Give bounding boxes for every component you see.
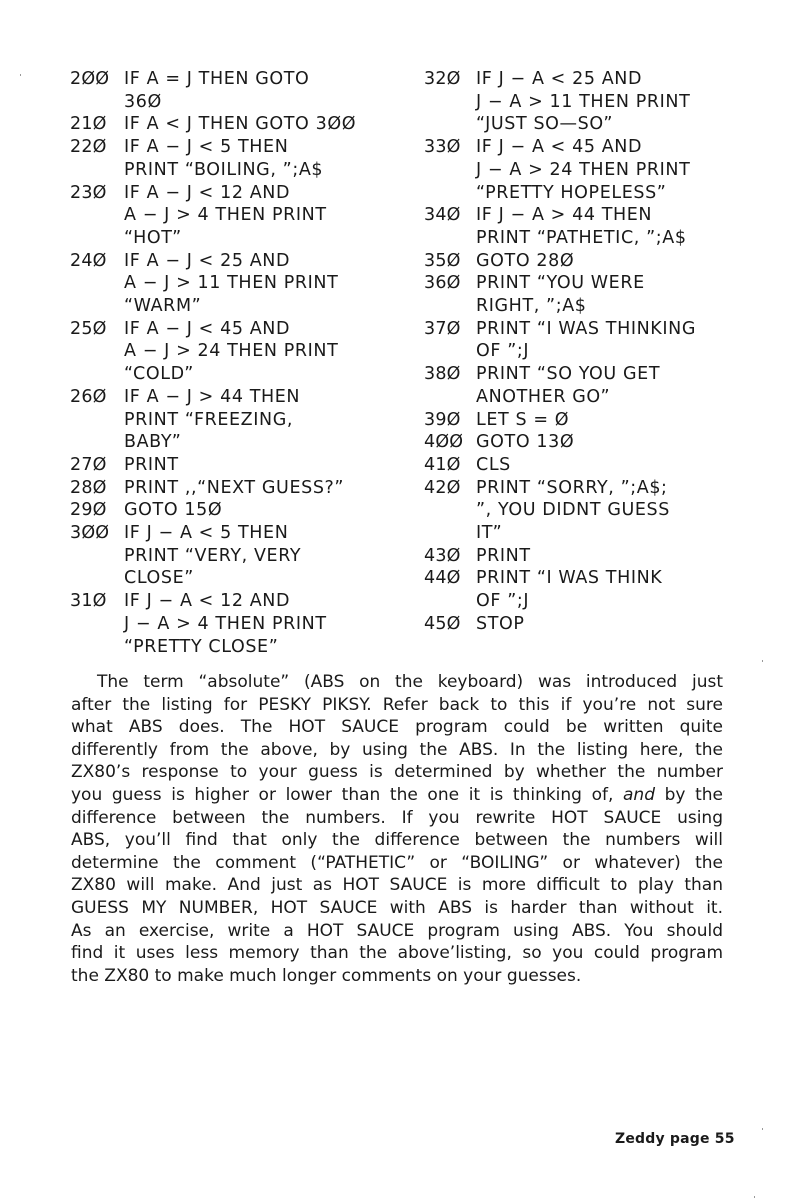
code-line: PRINT “I WAS THINKING <box>476 318 696 339</box>
code-line: 36Ø <box>124 91 162 112</box>
paragraph-line: difference between the numbers. If you rewrite HOT SAUCE using <box>71 807 723 828</box>
listing-statement <box>424 250 764 273</box>
statement-code <box>124 113 410 136</box>
code-line: BABY” <box>124 432 182 453</box>
statement-code <box>476 136 764 204</box>
statement-code <box>476 477 764 545</box>
code-line: LET S = Ø <box>476 409 570 430</box>
code-line: STOP <box>476 613 525 634</box>
paragraph-line: As an exercise, write a HOT SAUCE program using ABS. You should <box>71 920 723 941</box>
line-number: 45Ø <box>424 613 461 634</box>
listing-statement <box>424 454 764 477</box>
statement-code <box>476 454 764 477</box>
code-line: J − A > 4 THEN PRINT <box>124 613 327 634</box>
code-line: PRINT “SO YOU GET <box>476 364 661 385</box>
code-line: J − A > 11 THEN PRINT <box>476 91 691 112</box>
code-line: GOTO 13Ø <box>476 432 575 453</box>
statement-code <box>124 590 410 658</box>
code-line: PRINT “FREEZING, <box>124 409 294 430</box>
line-number: 4ØØ <box>424 432 464 453</box>
scan-speck <box>754 1196 755 1198</box>
emphasis: and <box>623 784 655 805</box>
listing-statement <box>424 363 764 408</box>
code-line: PRINT “PATHETIC, ”;A$ <box>476 227 687 248</box>
listing-statement <box>70 499 410 522</box>
listing-statement <box>70 386 410 454</box>
line-number: 23Ø <box>70 182 107 203</box>
code-line: “WARM” <box>124 296 202 317</box>
listing-statement <box>70 318 410 386</box>
code-line: GOTO 28Ø <box>476 250 575 271</box>
code-line: A − J > 24 THEN PRINT <box>124 341 339 362</box>
line-number: 29Ø <box>70 500 107 521</box>
statement-code <box>124 318 410 386</box>
listing-statement <box>424 477 764 545</box>
listing-statement <box>70 250 410 318</box>
code-line: RIGHT, ”;A$ <box>476 296 587 317</box>
listing-statement <box>70 68 410 113</box>
line-number: 25Ø <box>70 318 107 339</box>
code-line: CLS <box>476 454 511 475</box>
statement-code <box>124 182 410 250</box>
code-line: IF A − J < 45 AND <box>124 318 291 339</box>
statement-code <box>124 68 410 113</box>
line-number: 21Ø <box>70 114 107 135</box>
statement-code <box>476 613 764 636</box>
code-line: IF A − J < 25 AND <box>124 250 291 271</box>
code-line: IF A − J < 12 AND <box>124 182 291 203</box>
listing-statement <box>424 567 764 612</box>
code-line: IF A < J THEN GOTO 3ØØ <box>124 114 357 135</box>
listing-statement <box>424 409 764 432</box>
line-number: 33Ø <box>424 137 461 158</box>
line-number: 26Ø <box>70 386 107 407</box>
listing-statement <box>70 454 410 477</box>
statement-code <box>476 68 764 136</box>
statement-code <box>476 431 764 454</box>
line-number: 34Ø <box>424 205 461 226</box>
code-line: PRINT <box>124 454 179 475</box>
paragraph-line: the ZX80 to make much longer comments on your guesses. <box>71 965 582 986</box>
paragraph-line: ZX80 will make. And just as HOT SAUCE is more difficult to play than <box>71 875 723 896</box>
code-line: IF J − A < 45 AND <box>476 137 643 158</box>
listing-statement <box>424 431 764 454</box>
code-line: ”, YOU DIDNT GUESS <box>476 500 670 521</box>
listing-statement <box>424 613 764 636</box>
line-number: 2ØØ <box>70 69 110 89</box>
listing-statement <box>70 590 410 658</box>
statement-code <box>124 477 410 500</box>
statement-code <box>124 250 410 318</box>
line-number: 32Ø <box>424 69 461 89</box>
code-line: PRINT “YOU WERE <box>476 273 645 294</box>
code-line: PRINT “BOILING, ”;A$ <box>124 159 324 180</box>
code-line: “JUST SO—SO” <box>476 114 614 135</box>
code-line: GOTO 15Ø <box>124 500 223 521</box>
listing-statement <box>424 545 764 568</box>
paragraph-line: you guess is higher or lower than the one it is thinking of, and by the <box>71 784 723 805</box>
statement-code <box>124 136 410 181</box>
paragraph-line: what ABS does. The HOT SAUCE program could be written quite <box>71 717 723 738</box>
statement-code <box>476 272 764 317</box>
line-number: 41Ø <box>424 454 461 475</box>
code-line: IF A − J < 5 THEN <box>124 137 289 158</box>
paragraph-line: determine the comment (“PATHETIC” or “BOILING” or whatever) the <box>71 852 723 873</box>
statement-code <box>476 567 764 612</box>
paragraph-line: GUESS MY NUMBER, HOT SAUCE with ABS is harder than without it. <box>71 897 723 918</box>
code-line: “HOT” <box>124 227 182 248</box>
code-line: IF A = J THEN GOTO <box>124 69 310 89</box>
statement-code <box>124 499 410 522</box>
code-line: A − J > 11 THEN PRINT <box>124 273 339 294</box>
line-number: 43Ø <box>424 545 461 566</box>
code-line: A − J > 4 THEN PRINT <box>124 205 327 226</box>
line-number: 42Ø <box>424 477 461 498</box>
explanatory-paragraph <box>71 671 723 987</box>
listing-statement <box>424 318 764 363</box>
line-number: 35Ø <box>424 250 461 271</box>
statement-code <box>476 318 764 363</box>
basic-listing-right-column <box>424 68 764 636</box>
line-number: 38Ø <box>424 364 461 385</box>
code-line: ANOTHER GO” <box>476 386 611 407</box>
line-number: 36Ø <box>424 273 461 294</box>
code-line: IF J − A < 5 THEN <box>124 523 289 544</box>
listing-statement <box>70 113 410 136</box>
basic-listing-left-column <box>70 68 410 658</box>
statement-code <box>476 204 764 249</box>
code-line: PRINT “SORRY, ”;A$; <box>476 477 668 498</box>
code-line: PRINT “I WAS THINK <box>476 568 663 589</box>
paragraph-line: after the listing for PESKY PIKSY. Refer back to this if you’re not sure <box>71 694 723 715</box>
listing-statement <box>70 182 410 250</box>
listing-statement <box>70 522 410 590</box>
paragraph-line: find it uses less memory than the above’listing, so you could program <box>71 943 723 964</box>
code-line: PRINT ,,“NEXT GUESS?” <box>124 477 345 498</box>
code-line: IF J − A < 25 AND <box>476 69 643 89</box>
code-line: J − A > 24 THEN PRINT <box>476 159 691 180</box>
statement-code <box>476 250 764 273</box>
line-number: 31Ø <box>70 591 107 612</box>
statement-code <box>476 409 764 432</box>
listing-statement <box>424 68 764 136</box>
line-number: 37Ø <box>424 318 461 339</box>
code-line: IF A − J > 44 THEN <box>124 386 301 407</box>
line-number: 28Ø <box>70 477 107 498</box>
statement-code <box>124 454 410 477</box>
code-line: CLOSE” <box>124 568 194 589</box>
scan-speck <box>762 660 763 662</box>
statement-code <box>124 522 410 590</box>
code-line: PRINT <box>476 545 531 566</box>
statement-code <box>476 363 764 408</box>
paragraph-line: ZX80’s response to your guess is determined by whether the number <box>71 762 723 783</box>
line-number: 3ØØ <box>70 523 110 544</box>
listing-statement <box>424 272 764 317</box>
paragraph-line: differently from the above, by using the ABS. In the listing here, the <box>71 739 723 760</box>
code-line: OF ”;J <box>476 591 530 612</box>
code-line: IT” <box>476 523 503 544</box>
paragraph-line: The term “absolute” (ABS on the keyboard) was introduced just <box>97 672 723 692</box>
code-line: PRINT “VERY, VERY <box>124 545 302 566</box>
listing-statement <box>424 136 764 204</box>
line-number: 22Ø <box>70 137 107 158</box>
scan-speck <box>762 1128 763 1130</box>
code-line: “COLD” <box>124 364 194 385</box>
line-number: 24Ø <box>70 250 107 271</box>
statement-code <box>476 545 764 568</box>
listing-statement <box>70 136 410 181</box>
line-number: 39Ø <box>424 409 461 430</box>
code-line: OF ”;J <box>476 341 530 362</box>
statement-code <box>124 386 410 454</box>
scan-speck <box>20 74 21 76</box>
page-footer: Zeddy page 55 <box>615 1131 735 1147</box>
paragraph-line: ABS, you’ll find that only the difference between the numbers will <box>71 830 723 851</box>
listing-statement <box>424 204 764 249</box>
code-line: IF J − A < 12 AND <box>124 591 291 612</box>
code-line: IF J − A > 44 THEN <box>476 205 653 226</box>
line-number: 44Ø <box>424 568 461 589</box>
code-line: “PRETTY CLOSE” <box>124 636 279 657</box>
code-line: “PRETTY HOPELESS” <box>476 182 667 203</box>
line-number: 27Ø <box>70 454 107 475</box>
listing-statement <box>70 477 410 500</box>
